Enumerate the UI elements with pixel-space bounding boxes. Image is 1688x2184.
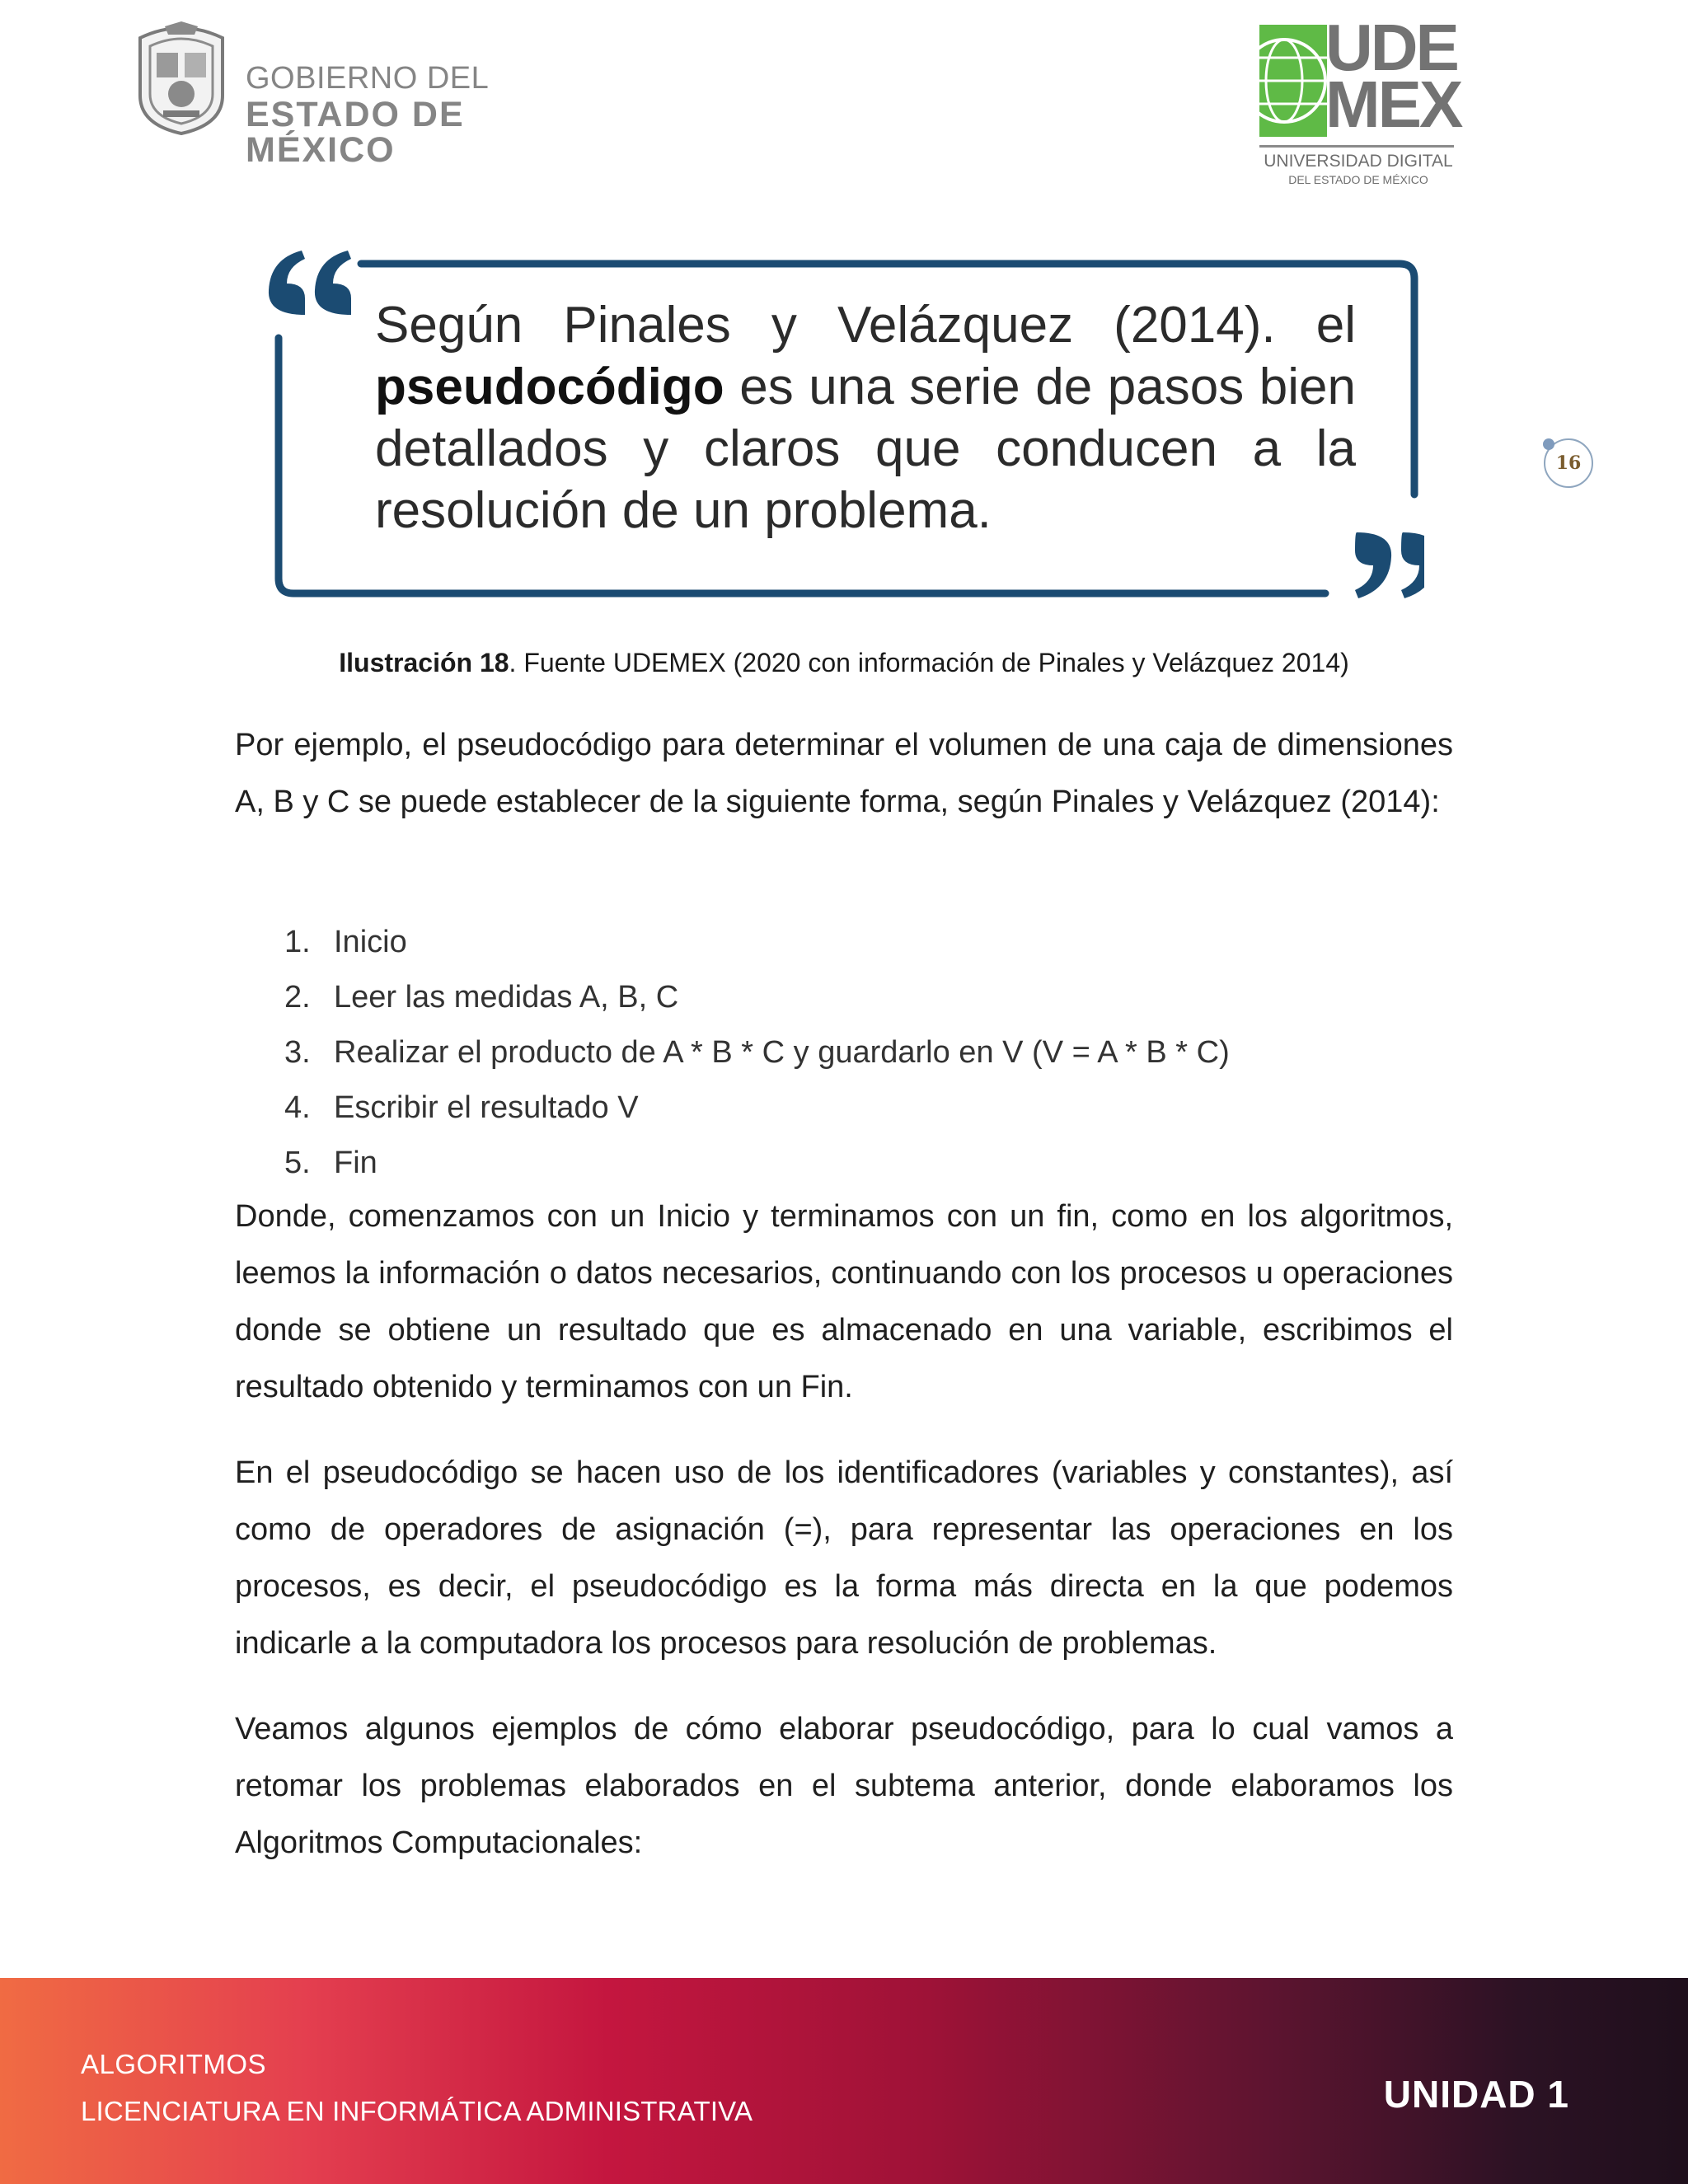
step-number: 4. [284, 1090, 311, 1125]
list-item [284, 970, 1230, 1025]
list-item [284, 1080, 1230, 1136]
caption-label: Ilustración 18 [339, 648, 509, 677]
step-text: Realizar el producto de A * B * C y guardarlo en V (V = A * B * C) [334, 1035, 1230, 1070]
list-item [284, 915, 1230, 970]
paragraph-identifiers: En el pseudocódigo se hacen uso de los identificadores (variables y constantes), así como de operadores de asignación (=), para representar las operaciones en los procesos, es decir, el pseudocódigo es la forma más directa en la que podemos indicarle a la computadora los procesos para resolución de problemas. [235, 1455, 1453, 1661]
gobierno-logo [132, 21, 593, 170]
step-text: Inicio [334, 925, 407, 959]
close-quote-icon [1355, 532, 1424, 598]
list-item [284, 1136, 1230, 1191]
page-number-badge: 16 [1544, 438, 1593, 488]
list-item [284, 1025, 1230, 1080]
quote-text [375, 294, 1356, 541]
paragraph-intro: Por ejemplo, el pseudocódigo para determinar el volumen de una caja de dimensiones A, B y C se puede establecer de la siguiente forma, según Pinales y Velázquez (2014): [235, 728, 1453, 819]
step-number: 3. [284, 1035, 311, 1070]
udemex-subtitle2: DEL ESTADO DE MÉXICO [1288, 173, 1428, 186]
quote-text-end: es una serie de pasos bien detallados y claros que conducen a la resolución de un problema. [375, 359, 1356, 539]
quote-bold-term: pseudocódigo [375, 359, 724, 415]
udemex-wordmark [1325, 11, 1461, 141]
step-number: 5. [284, 1146, 311, 1180]
udemex-divider [1259, 145, 1454, 148]
step-text: Leer las medidas A, B, C [334, 980, 679, 1015]
state-seal-icon [132, 21, 231, 135]
open-quote-icon [269, 251, 351, 315]
footer-unit: UNIDAD 1 [1383, 2073, 1569, 2116]
udemex-line2: MEX [1325, 67, 1461, 141]
paragraph-examples: Veamos algunos ejemplos de cómo elaborar pseudocódigo, para lo cual vamos a retomar los problemas elaborados en el subtema anterior, donde elaboramos los Algoritmos Computacionales: [235, 1712, 1453, 1860]
step-text: Fin [334, 1146, 377, 1180]
udemex-globe-icon [1259, 25, 1327, 137]
caption-text: . Fuente UDEMEX (2020 con información de Pinales y Velázquez 2014) [509, 648, 1349, 677]
quote-text-start: Según Pinales y Velázquez (2014). el [375, 297, 1356, 354]
gov-title-line2: ESTADO DE MÉXICO [246, 95, 465, 170]
figure-caption [0, 648, 1688, 678]
gov-title-line1: GOBIERNO DEL [246, 61, 490, 96]
udemex-logo [1259, 11, 1461, 190]
footer-course: ALGORITMOS [81, 2049, 267, 2079]
page-badge-dot [1543, 438, 1554, 450]
step-number: 2. [284, 980, 311, 1015]
step-number: 1. [284, 925, 311, 959]
udemex-line1: UDE [1325, 11, 1457, 84]
pseudocode-steps-list [284, 915, 1230, 1191]
page-footer [0, 1978, 1688, 2184]
paragraph-explanation: Donde, comenzamos con un Inicio y terminamos con un fin, como en los algoritmos, leemos la información o datos necesarios, continuando con los procesos u operaciones donde se obtiene un resultado que es almacenado en una variable, escribimos el resultado obtenido y terminamos con un Fin. [235, 1199, 1453, 1404]
footer-program: LICENCIATURA EN INFORMÁTICA ADMINISTRATIVA [81, 2096, 753, 2126]
step-text: Escribir el resultado V [334, 1090, 639, 1125]
udemex-subtitle1: UNIVERSIDAD DIGITAL [1264, 152, 1453, 171]
